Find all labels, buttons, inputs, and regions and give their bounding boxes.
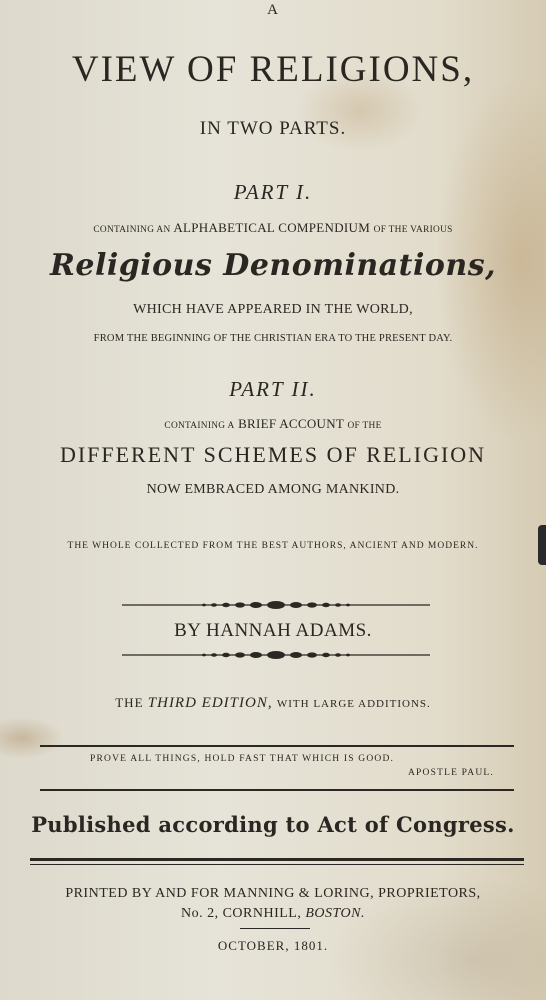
now-embraced: NOW EMBRACED AMONG MANKIND. bbox=[146, 482, 400, 497]
article-a: A bbox=[267, 2, 279, 18]
part-two-containing-prefix: CONTAINING A bbox=[164, 421, 235, 431]
ornament-rule-bottom bbox=[122, 650, 430, 660]
part-one-containing-main: ALPHABETICAL COMPENDIUM bbox=[173, 220, 371, 235]
date-line: OCTOBER, 1801. bbox=[217, 938, 329, 953]
part-one-containing-prefix: CONTAINING AN bbox=[93, 225, 171, 235]
edition-line bbox=[0, 695, 546, 712]
rule-below-epigraph bbox=[40, 789, 514, 791]
epigraph: PROVE ALL THINGS, HOLD FAST THAT WHICH IS GOOD. bbox=[90, 754, 395, 764]
in-two-parts: IN TWO PARTS. bbox=[199, 118, 347, 139]
rule-above-epigraph bbox=[40, 745, 514, 747]
part-one-containing bbox=[0, 220, 546, 236]
part-two-containing-main: BRIEF ACCOUNT bbox=[238, 416, 344, 431]
part-one-heading: PART I. bbox=[233, 180, 313, 204]
part-two-containing-suffix: OF THE bbox=[347, 421, 382, 431]
address-line bbox=[0, 906, 546, 922]
rule-thick-top bbox=[30, 858, 524, 861]
published-line: Published according to Act of Congress. bbox=[31, 812, 515, 837]
page-edge-shadow bbox=[538, 525, 546, 565]
religious-denominations: Religious Denominations, bbox=[49, 248, 497, 283]
rule-thin-bottom bbox=[30, 864, 524, 865]
author-line: BY HANNAH ADAMS. bbox=[174, 620, 372, 641]
main-title: VIEW OF RELIGIONS, bbox=[71, 49, 475, 90]
edition-suffix: WITH LARGE ADDITIONS. bbox=[276, 698, 431, 710]
short-rule bbox=[240, 928, 310, 929]
part-two-heading: PART II. bbox=[229, 377, 317, 401]
part-one-containing-suffix: OF THE VARIOUS bbox=[373, 225, 453, 235]
ornament-rule-top bbox=[122, 600, 430, 610]
edition-italic: THIRD EDITION, bbox=[147, 695, 273, 711]
part-one-from-beginning: FROM THE BEGINNING OF THE CHRISTIAN ERA TO THE PRESENT DAY. bbox=[93, 333, 453, 344]
different-schemes: DIFFERENT SCHEMES OF RELIGION bbox=[59, 442, 487, 467]
part-one-appeared: WHICH HAVE APPEARED IN THE WORLD, bbox=[133, 302, 413, 317]
address-prefix: No. 2, CORNHILL, bbox=[180, 906, 302, 921]
address-city: BOSTON. bbox=[305, 906, 366, 921]
edition-prefix: THE bbox=[115, 695, 144, 710]
whole-collected: THE WHOLE COLLECTED FROM THE BEST AUTHORS, ANCIENT AND MODERN. bbox=[67, 541, 479, 551]
printed-by: PRINTED BY AND FOR MANNING & LORING, PROPRIETORS, bbox=[65, 886, 481, 901]
part-two-containing bbox=[0, 416, 546, 432]
epigraph-attribution: APOSTLE PAUL. bbox=[408, 768, 494, 778]
